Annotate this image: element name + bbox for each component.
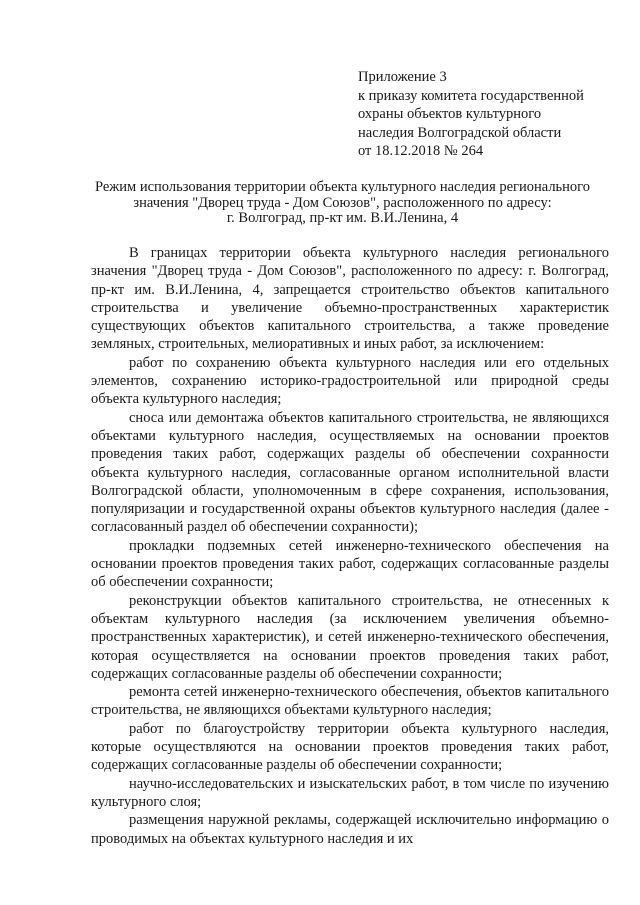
appendix-header	[358, 68, 628, 161]
appendix-date-number: от 18.12.2018 № 264	[358, 143, 484, 160]
paragraph-item: размещения наружной рекламы, содержащей исключительно информацию о проводимых на объектах культурного наследия и их	[91, 812, 609, 847]
document-title	[70, 180, 615, 227]
paragraph-item: прокладки подземных сетей инженерно-технического обеспечения на основании проектов проведения таких работ, содержащих согласованные разделы об обеспечении сохранности;	[91, 537, 609, 591]
title-line-2: значения "Дворец труда - Дом Союзов", расположенного по адресу:	[133, 194, 552, 211]
paragraph-item: ремонта сетей инженерно-технического обеспечения, объектов капитального строительства, не являющихся объектами культурного наследия;	[91, 684, 609, 719]
title-line-1: Режим использования территории объекта культурного наследия регионального	[94, 179, 591, 195]
paragraph-item: работ по сохранению объекта культурного наследия или его отдельных элементов, сохранению историко-градостроительной или природной среды объекта культурного наследия;	[91, 354, 609, 408]
title-line-3: г. Волгоград, пр-кт им. В.И.Ленина, 4	[226, 210, 459, 227]
appendix-order-ref: к приказу комитета государственной	[358, 87, 584, 104]
paragraph-item: работ по благоустройству территории объекта культурного наследия, которые осуществляются на основании проектов проведения таких работ, содержащих согласованные разделы об обеспечении сохранности;	[91, 720, 609, 774]
paragraph-intro: В границах территории объекта культурного наследия регионального значения "Дворец труда - Дом Союзов", расположенного по адресу: г. Волгоград, пр-кт им. В.И.Ленина, 4, запрещается строительство объектов капитального строительства и увеличение объемно-пространственных характеристик существующих объектов капитального строительства, а также проведение земляных, строительных, мелиоративных и иных работ, за исключением:	[91, 245, 609, 353]
appendix-number: Приложение 3	[358, 69, 447, 85]
paragraph-item: сноса или демонтажа объектов капитального строительства, не являющихся объектами культурного наследия, осуществляемых на основании проектов проведения таких работ, содержащих разделы об обеспечении сохранности объекта культурного наследия, согласованные органом исполнительной власти Волгоградской области, уполномоченным в сфере сохранения, использования, популяризации и государственной охраны объектов культурного наследия (далее - согласованный раздел об обеспечении сохранности);	[91, 409, 609, 536]
appendix-region: наследия Волгоградской области	[358, 124, 562, 141]
appendix-order-ref-cont: охраны объектов культурного	[358, 106, 542, 123]
document-body	[91, 244, 609, 848]
paragraph-item: реконструкции объектов капитального строительства, не отнесенных к объектам культурного наследия (за исключением увеличения объемно-пространственных характеристик), и сетей инженерно-технического обеспечения, которая осуществляется на основании проектов проведения таких работ, содержащих согласованные разделы об обеспечении сохранности;	[91, 592, 609, 682]
paragraph-item: научно-исследовательских и изыскательских работ, в том числе по изучению культурного слоя;	[91, 775, 609, 810]
